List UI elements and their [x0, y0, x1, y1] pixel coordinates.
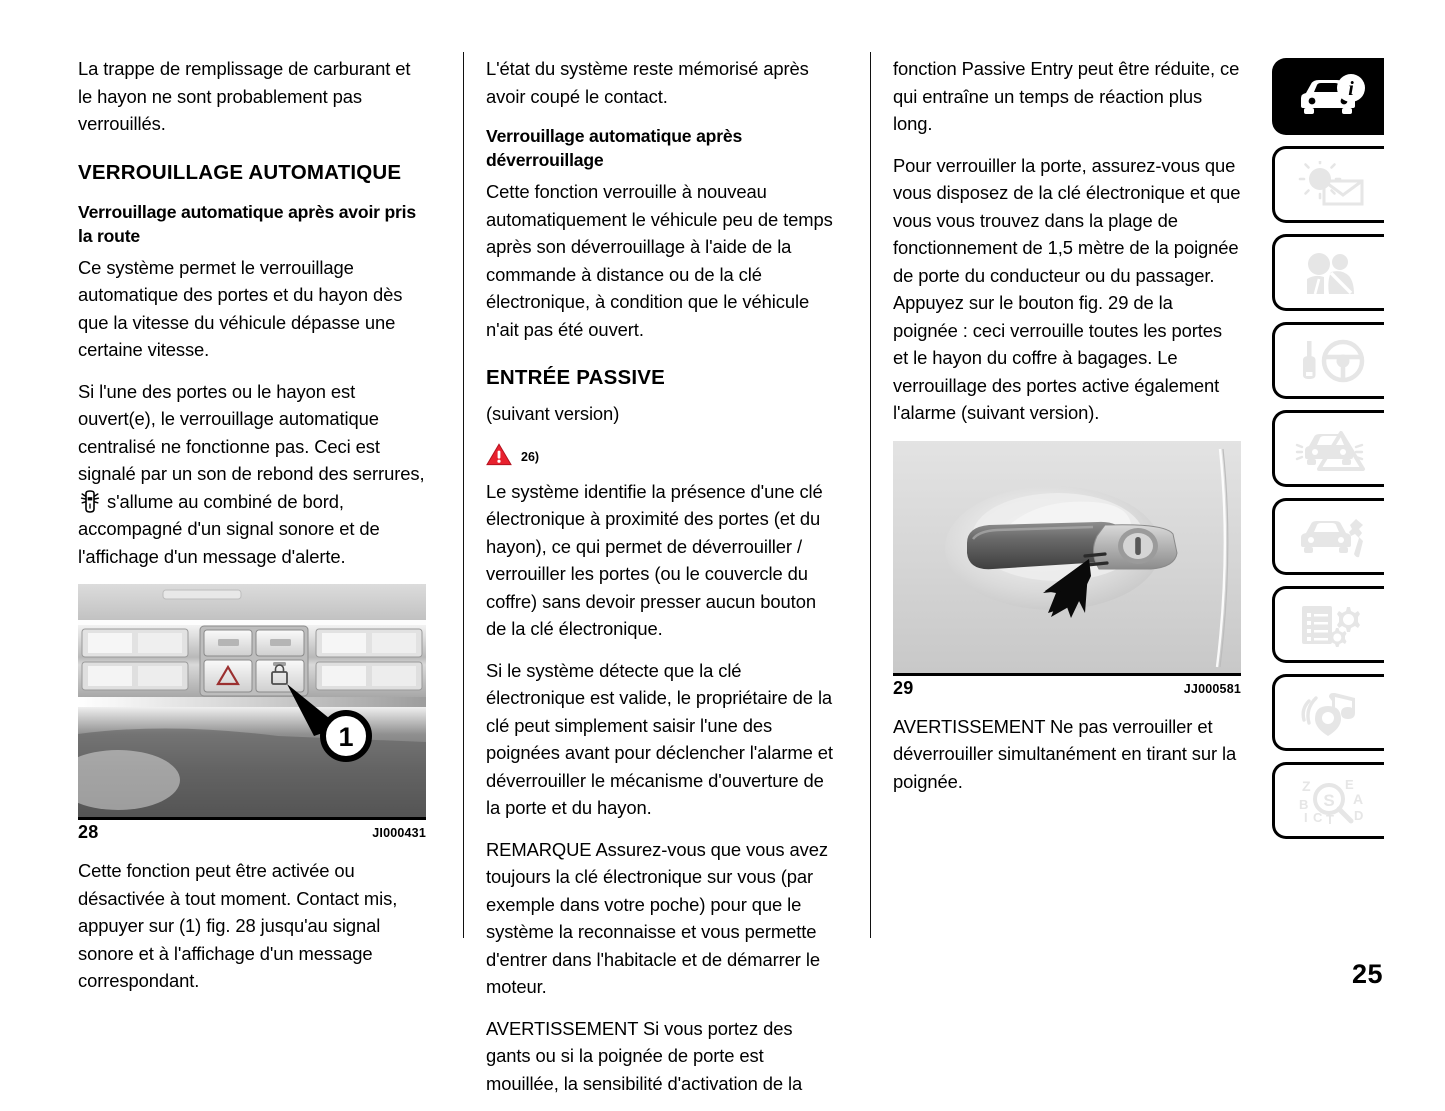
door-ajar-icon	[79, 490, 101, 514]
svg-text:C: C	[1312, 809, 1322, 825]
tab-index[interactable]	[1272, 762, 1384, 839]
tab-vehicle-info[interactable]	[1272, 58, 1384, 135]
music-signal-icon	[1293, 689, 1367, 737]
svg-text:I: I	[1303, 809, 1308, 825]
figure-29-caption-bar	[893, 673, 1241, 699]
svg-text:S: S	[1322, 790, 1335, 810]
warning-triangle-icon	[486, 443, 512, 466]
tab-dashboard[interactable]	[1272, 146, 1384, 223]
tab-starting-driving[interactable]	[1272, 322, 1384, 399]
list-gears-icon	[1293, 601, 1367, 649]
paragraph-remark-keep-key: REMARQUE Assurez-vous que vous avez toujours la clé électronique sur vous (par exemple dans votre poche) pour que le système la reconnaisse et vous permette d'entrer dans l'habitacle et de démarrer le moteur.	[486, 838, 828, 997]
subheading-auto-lock-driving: Verrouillage automatique après avoir pris la route	[78, 201, 416, 246]
car-warning-icon	[1293, 425, 1367, 473]
figure-28-code: JI000431	[372, 826, 426, 840]
tab-emergency[interactable]	[1272, 410, 1384, 487]
tab-safety[interactable]	[1272, 234, 1384, 311]
figure-28-caption-bar	[78, 817, 426, 843]
warning-reference-line	[486, 442, 834, 468]
figure-29-image	[893, 441, 1241, 673]
svg-text:B: B	[1298, 796, 1308, 812]
svg-text:D: D	[1353, 807, 1363, 823]
column-divider-2	[870, 52, 871, 938]
svg-text:A: A	[1352, 790, 1363, 807]
subheading-auto-lock-after-unlock: Verrouillage automatique après déverrouillage	[486, 126, 743, 170]
paragraph-warning-gloves: AVERTISSEMENT Si vous portez des gants ou si la poignée de porte est mouillée, la sensibilité d'activation de la	[486, 1017, 803, 1094]
svg-text:T: T	[1325, 811, 1334, 825]
paragraph-fuel-flap: La trappe de remplissage de carburant et le hayon ne sont probablement pas verrouillés.	[78, 58, 411, 134]
section-heading-passive-entry: ENTRÉE PASSIVE	[486, 366, 665, 389]
section-tab-strip	[1272, 58, 1384, 850]
text-column-3	[893, 55, 1241, 809]
tab-multimedia[interactable]	[1272, 674, 1384, 751]
column-divider-1	[463, 52, 464, 938]
figure-29-code: JJ000581	[1183, 681, 1241, 696]
svg-text:Z: Z	[1301, 777, 1311, 794]
paragraph-reduced-sensitivity: fonction Passive Entry peut être réduite, ce qui entraîne un temps de réaction plus long.	[893, 58, 1240, 134]
paragraph-door-open-part1: Si l'une des portes ou le hayon est ouvert(e), le verrouillage automatique centralisé ne fonctionne pas. Ceci est signalé par un son de rebond des serrures,	[78, 380, 425, 484]
figure-28-image	[78, 584, 426, 817]
page-number: 25	[1351, 959, 1383, 989]
paragraph-door-open-warning	[78, 378, 426, 571]
note-reference-number: 26)	[521, 450, 540, 465]
tab-technical-specs[interactable]	[1272, 586, 1384, 663]
paragraph-state-memorized: L'état du système reste mémorisé après avoir coupé le contact.	[486, 58, 809, 107]
figure-29	[893, 441, 1241, 699]
figure-28	[78, 584, 426, 843]
paragraph-warning-simultaneous: AVERTISSEMENT Ne pas verrouiller et déverrouiller simultanément en tirant sur la poignée.	[893, 715, 1237, 792]
car-wrench-icon	[1293, 513, 1367, 561]
paragraph-locking-procedure: Pour verrouiller la porte, assurez-vous que vous disposez de la clé électronique et que vous vous trouvez dans la plage de fonctionnement de 1,5 mètre de la poignée de porte du conducteur ou du passager. Appuyez sur le bouton fig. 29 de la poignée : ceci verrouille toutes les portes et le hayon du coffre à bagages. Le verrouillage des portes active également l'alarme (suivant version).	[893, 154, 1241, 423]
section-heading-automatic-locking: VERROUILLAGE AUTOMATIQUE	[78, 160, 402, 184]
figure-28-number: 28	[78, 822, 99, 842]
paragraph-system-identifies-key: Le système identifie la présence d'une clé électronique à proximité des portes (et du hayon), ce qui permet de déverrouiller / verrouiller les portes (ou le couvercle du coffre) sans devoir presser aucun bouton de la clé électronique.	[486, 480, 823, 639]
figure-28-callout: 1	[338, 722, 354, 752]
paragraph-valid-key-handle: Si le système détecte que la clé électronique est valide, le propriétaire de la clé peut simplement saisir l'une des poignées avant pour déclencher l'alarme et déverrouiller le mécanisme d'ouverture de la porte et du hayon.	[486, 659, 833, 818]
seatbelt-person-icon	[1293, 249, 1367, 297]
car-info-icon	[1293, 73, 1367, 121]
svg-text:i: i	[1347, 77, 1354, 100]
svg-text:E: E	[1344, 776, 1354, 792]
paragraph-version-note: (suivant version)	[486, 403, 620, 424]
paragraph-relock-function: Cette fonction verrouille à nouveau automatiquement le véhicule peu de temps après son déverrouillage à l'aide de la commande à distance ou de la clé électronique, à condition que le véhicule n'ait pas été ouvert.	[486, 181, 833, 340]
figure-29-number: 29	[893, 677, 914, 698]
text-column-2	[486, 55, 834, 1111]
magnifier-letters-icon	[1293, 777, 1367, 825]
paragraph-enable-disable: Cette fonction peut être activée ou désactivée à tout moment. Contact mis, appuyer sur (1) fig. 28 jusqu'au signal sonore et à l'affichage d'un message correspondant.	[78, 860, 398, 991]
sun-envelope-icon	[1293, 161, 1367, 209]
paragraph-auto-lock-speed: Ce système permet le verrouillage automatique des portes et du hayon dès que la vitesse du véhicule dépasse une certaine vitesse.	[78, 256, 403, 360]
key-steering-icon	[1293, 337, 1367, 385]
paragraph-door-open-part2: s'allume au combiné de bord, accompagné d'un signal sonore et de l'affichage d'un message d'alerte.	[78, 490, 380, 567]
tab-maintenance[interactable]	[1272, 498, 1384, 575]
text-column-1	[78, 55, 426, 1009]
